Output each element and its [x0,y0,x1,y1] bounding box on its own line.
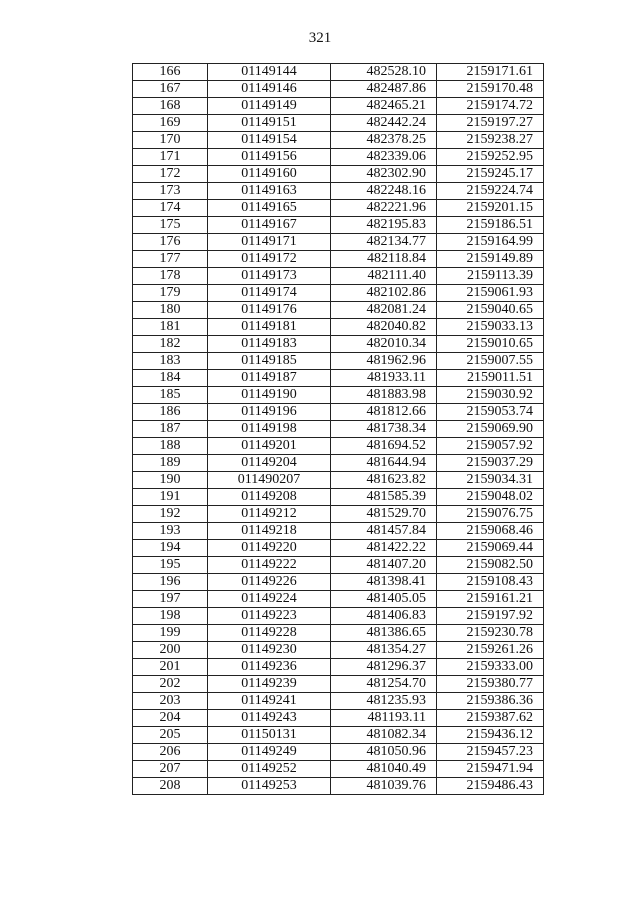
y-coordinate-cell: 2159224.74 [437,183,544,200]
point-number-cell: 200 [133,642,208,659]
x-coordinate-cell: 481694.52 [331,438,437,455]
table-row [133,336,544,353]
table-row [133,251,544,268]
point-id-cell: 01149252 [208,761,331,778]
y-coordinate-cell: 2159164.99 [437,234,544,251]
y-coordinate-cell: 2159010.65 [437,336,544,353]
table-row [133,591,544,608]
point-id-cell: 01149160 [208,166,331,183]
x-coordinate-cell: 481039.76 [331,778,437,795]
x-coordinate-cell: 482487.86 [331,81,437,98]
point-id-cell: 01149154 [208,132,331,149]
x-coordinate-cell: 481040.49 [331,761,437,778]
point-id-cell: 01149156 [208,149,331,166]
y-coordinate-cell: 2159261.26 [437,642,544,659]
point-id-cell: 01149241 [208,693,331,710]
y-coordinate-cell: 2159108.43 [437,574,544,591]
table-row [133,710,544,727]
table-row [133,540,544,557]
point-id-cell: 01149173 [208,268,331,285]
point-number-cell: 181 [133,319,208,336]
y-coordinate-cell: 2159069.90 [437,421,544,438]
y-coordinate-cell: 2159061.93 [437,285,544,302]
x-coordinate-cell: 481644.94 [331,455,437,472]
point-number-cell: 203 [133,693,208,710]
table-row [133,608,544,625]
x-coordinate-cell: 481883.98 [331,387,437,404]
point-id-cell: 01149218 [208,523,331,540]
x-coordinate-cell: 481422.22 [331,540,437,557]
x-coordinate-cell: 482221.96 [331,200,437,217]
x-coordinate-cell: 481585.39 [331,489,437,506]
point-id-cell: 01149163 [208,183,331,200]
point-number-cell: 182 [133,336,208,353]
y-coordinate-cell: 2159186.51 [437,217,544,234]
table-row [133,642,544,659]
point-number-cell: 188 [133,438,208,455]
y-coordinate-cell: 2159076.75 [437,506,544,523]
table-row [133,557,544,574]
point-number-cell: 207 [133,761,208,778]
point-number-cell: 198 [133,608,208,625]
point-id-cell: 01149201 [208,438,331,455]
table-row [133,506,544,523]
point-id-cell: 01149146 [208,81,331,98]
x-coordinate-cell: 481457.84 [331,523,437,540]
x-coordinate-cell: 482118.84 [331,251,437,268]
x-coordinate-cell: 481933.11 [331,370,437,387]
table-row [133,285,544,302]
point-id-cell: 01149196 [208,404,331,421]
coordinates-table [132,63,544,795]
x-coordinate-cell: 481386.65 [331,625,437,642]
x-coordinate-cell: 482378.25 [331,132,437,149]
table-row [133,149,544,166]
point-number-cell: 208 [133,778,208,795]
table-row [133,268,544,285]
point-id-cell: 01149222 [208,557,331,574]
point-id-cell: 01149187 [208,370,331,387]
x-coordinate-cell: 481406.83 [331,608,437,625]
point-number-cell: 195 [133,557,208,574]
y-coordinate-cell: 2159034.31 [437,472,544,489]
x-coordinate-cell: 482081.24 [331,302,437,319]
table-row [133,183,544,200]
table-row [133,744,544,761]
point-id-cell: 01149151 [208,115,331,132]
y-coordinate-cell: 2159457.23 [437,744,544,761]
table-row [133,98,544,115]
point-id-cell: 01149239 [208,676,331,693]
point-id-cell: 01149228 [208,625,331,642]
table-row [133,302,544,319]
point-id-cell: 01149185 [208,353,331,370]
point-id-cell: 01149243 [208,710,331,727]
point-number-cell: 187 [133,421,208,438]
point-number-cell: 168 [133,98,208,115]
point-id-cell: 01149226 [208,574,331,591]
table-row [133,455,544,472]
table-row [133,472,544,489]
table-row [133,693,544,710]
table-row [133,574,544,591]
point-number-cell: 206 [133,744,208,761]
point-id-cell: 01149190 [208,387,331,404]
y-coordinate-cell: 2159037.29 [437,455,544,472]
x-coordinate-cell: 482102.86 [331,285,437,302]
point-id-cell: 01149165 [208,200,331,217]
point-number-cell: 194 [133,540,208,557]
y-coordinate-cell: 2159040.65 [437,302,544,319]
table-row [133,778,544,795]
y-coordinate-cell: 2159161.21 [437,591,544,608]
table-row [133,761,544,778]
point-id-cell: 01149208 [208,489,331,506]
point-number-cell: 180 [133,302,208,319]
point-id-cell: 01149171 [208,234,331,251]
point-number-cell: 178 [133,268,208,285]
point-number-cell: 166 [133,64,208,81]
x-coordinate-cell: 481193.11 [331,710,437,727]
x-coordinate-cell: 481529.70 [331,506,437,523]
point-number-cell: 201 [133,659,208,676]
point-number-cell: 170 [133,132,208,149]
x-coordinate-cell: 481738.34 [331,421,437,438]
table-row [133,217,544,234]
point-number-cell: 204 [133,710,208,727]
y-coordinate-cell: 2159245.17 [437,166,544,183]
point-number-cell: 169 [133,115,208,132]
y-coordinate-cell: 2159069.44 [437,540,544,557]
point-number-cell: 174 [133,200,208,217]
x-coordinate-cell: 482302.90 [331,166,437,183]
y-coordinate-cell: 2159007.55 [437,353,544,370]
point-number-cell: 185 [133,387,208,404]
y-coordinate-cell: 2159113.39 [437,268,544,285]
table-row [133,625,544,642]
table-row [133,421,544,438]
point-number-cell: 202 [133,676,208,693]
y-coordinate-cell: 2159201.15 [437,200,544,217]
x-coordinate-cell: 482111.40 [331,268,437,285]
point-number-cell: 177 [133,251,208,268]
y-coordinate-cell: 2159149.89 [437,251,544,268]
point-id-cell: 01149249 [208,744,331,761]
point-number-cell: 205 [133,727,208,744]
y-coordinate-cell: 2159068.46 [437,523,544,540]
point-number-cell: 183 [133,353,208,370]
point-id-cell: 01149253 [208,778,331,795]
point-number-cell: 189 [133,455,208,472]
x-coordinate-cell: 481235.93 [331,693,437,710]
table-row [133,387,544,404]
y-coordinate-cell: 2159436.12 [437,727,544,744]
x-coordinate-cell: 481812.66 [331,404,437,421]
point-number-cell: 173 [133,183,208,200]
y-coordinate-cell: 2159333.00 [437,659,544,676]
point-number-cell: 199 [133,625,208,642]
y-coordinate-cell: 2159252.95 [437,149,544,166]
point-number-cell: 179 [133,285,208,302]
table-row [133,676,544,693]
point-number-cell: 175 [133,217,208,234]
x-coordinate-cell: 482134.77 [331,234,437,251]
x-coordinate-cell: 482010.34 [331,336,437,353]
y-coordinate-cell: 2159082.50 [437,557,544,574]
x-coordinate-cell: 481407.20 [331,557,437,574]
x-coordinate-cell: 482528.10 [331,64,437,81]
y-coordinate-cell: 2159011.51 [437,370,544,387]
y-coordinate-cell: 2159053.74 [437,404,544,421]
x-coordinate-cell: 481050.96 [331,744,437,761]
point-number-cell: 184 [133,370,208,387]
x-coordinate-cell: 481254.70 [331,676,437,693]
y-coordinate-cell: 2159170.48 [437,81,544,98]
y-coordinate-cell: 2159471.94 [437,761,544,778]
point-id-cell: 01149223 [208,608,331,625]
y-coordinate-cell: 2159030.92 [437,387,544,404]
point-id-cell: 01149149 [208,98,331,115]
point-number-cell: 167 [133,81,208,98]
y-coordinate-cell: 2159174.72 [437,98,544,115]
table-row [133,404,544,421]
y-coordinate-cell: 2159197.92 [437,608,544,625]
point-id-cell: 01149230 [208,642,331,659]
table-row [133,659,544,676]
point-id-cell: 01149236 [208,659,331,676]
point-id-cell: 01149183 [208,336,331,353]
point-id-cell: 01149172 [208,251,331,268]
point-number-cell: 186 [133,404,208,421]
point-number-cell: 193 [133,523,208,540]
point-id-cell: 01149144 [208,64,331,81]
y-coordinate-cell: 2159486.43 [437,778,544,795]
point-number-cell: 171 [133,149,208,166]
y-coordinate-cell: 2159033.13 [437,319,544,336]
table-row [133,727,544,744]
point-number-cell: 197 [133,591,208,608]
table-row [133,81,544,98]
x-coordinate-cell: 482248.16 [331,183,437,200]
point-id-cell: 01149167 [208,217,331,234]
table-row [133,319,544,336]
table-row [133,132,544,149]
table-row [133,200,544,217]
point-number-cell: 191 [133,489,208,506]
point-id-cell: 01150131 [208,727,331,744]
table-row [133,64,544,81]
table-row [133,370,544,387]
x-coordinate-cell: 481296.37 [331,659,437,676]
x-coordinate-cell: 482195.83 [331,217,437,234]
y-coordinate-cell: 2159380.77 [437,676,544,693]
point-id-cell: 01149224 [208,591,331,608]
point-id-cell: 01149204 [208,455,331,472]
x-coordinate-cell: 481354.27 [331,642,437,659]
point-number-cell: 176 [133,234,208,251]
y-coordinate-cell: 2159197.27 [437,115,544,132]
y-coordinate-cell: 2159387.62 [437,710,544,727]
point-id-cell: 01149181 [208,319,331,336]
x-coordinate-cell: 481405.05 [331,591,437,608]
point-number-cell: 172 [133,166,208,183]
point-id-cell: 01149198 [208,421,331,438]
y-coordinate-cell: 2159171.61 [437,64,544,81]
table-row [133,438,544,455]
point-id-cell: 01149176 [208,302,331,319]
y-coordinate-cell: 2159238.27 [437,132,544,149]
table-row [133,166,544,183]
x-coordinate-cell: 482339.06 [331,149,437,166]
x-coordinate-cell: 482465.21 [331,98,437,115]
point-id-cell: 01149174 [208,285,331,302]
table-row [133,523,544,540]
x-coordinate-cell: 481623.82 [331,472,437,489]
point-number-cell: 190 [133,472,208,489]
x-coordinate-cell: 481398.41 [331,574,437,591]
y-coordinate-cell: 2159048.02 [437,489,544,506]
point-id-cell: 01149212 [208,506,331,523]
page-number: 321 [308,30,332,46]
point-number-cell: 192 [133,506,208,523]
x-coordinate-cell: 482442.24 [331,115,437,132]
coordinates-table-body [133,64,544,795]
x-coordinate-cell: 482040.82 [331,319,437,336]
y-coordinate-cell: 2159230.78 [437,625,544,642]
y-coordinate-cell: 2159386.36 [437,693,544,710]
x-coordinate-cell: 481962.96 [331,353,437,370]
x-coordinate-cell: 481082.34 [331,727,437,744]
table-row [133,234,544,251]
point-id-cell: 01149220 [208,540,331,557]
table-row [133,489,544,506]
point-number-cell: 196 [133,574,208,591]
y-coordinate-cell: 2159057.92 [437,438,544,455]
table-row [133,353,544,370]
table-row [133,115,544,132]
point-id-cell: 011490207 [208,472,331,489]
